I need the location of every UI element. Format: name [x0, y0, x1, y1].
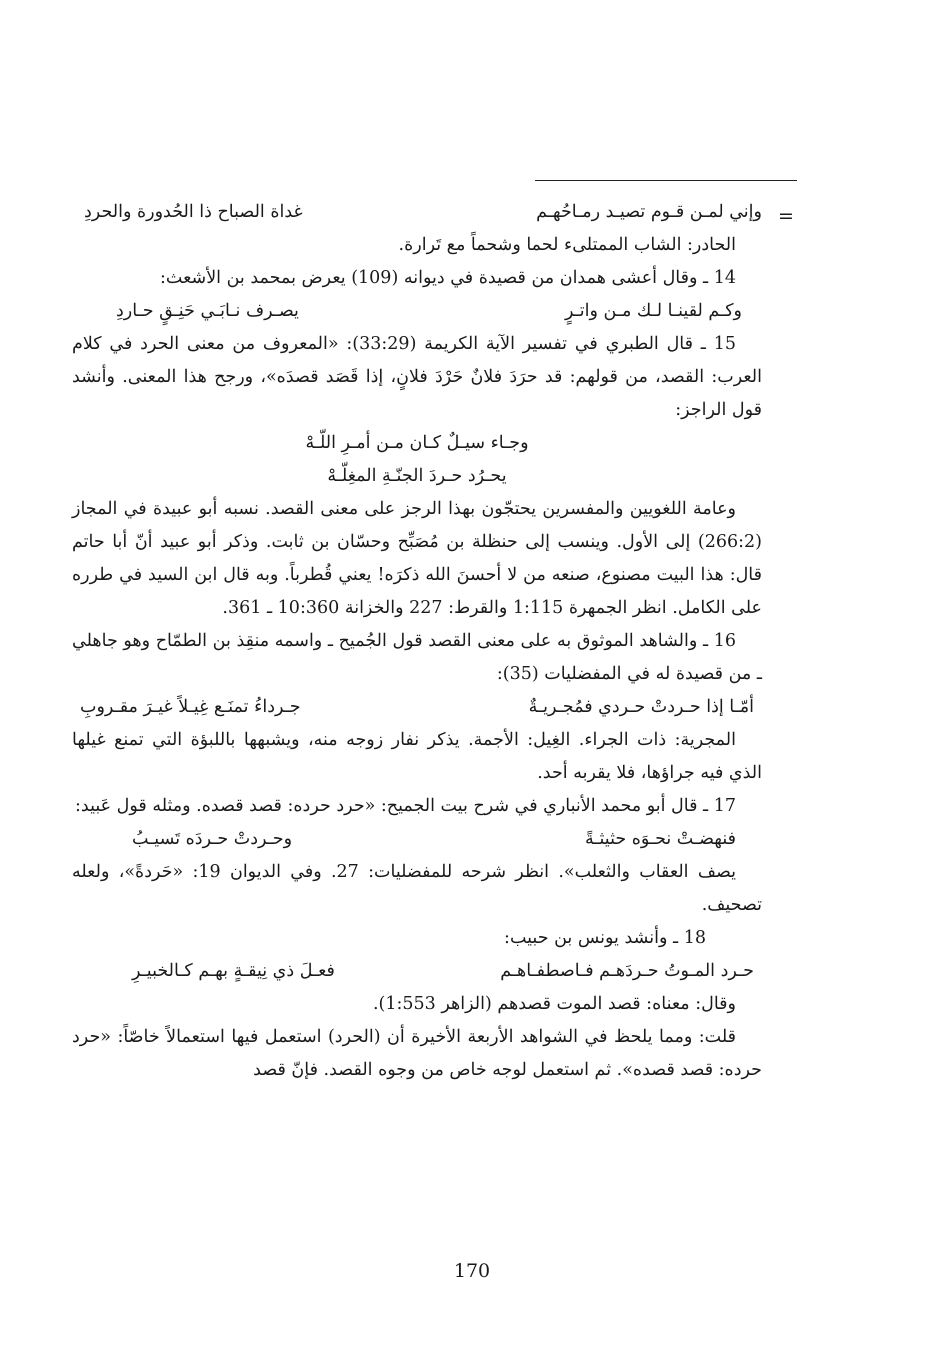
paragraph-commentary: قلت: ومما يلحظ في الشواهد الأربعة الأخيرة أن (الحرد) استعمل فيها استعمالاً خاصّاً: «حرد حرده: قصد قصده». ثم استعمل لوجه خاص من وجوه القصد. فإنّ قصد: [72, 1027, 762, 1080]
page-number: 170: [453, 1260, 491, 1282]
footnote-separator-rule: [535, 180, 797, 181]
paragraph-15-continued: وعامة اللغويين والمفسرين يحتجّون بهذا الرجز على معنى القصد. نسبه أبو عبيدة في المجاز (266:2) إلى الأول. وينسب إلى حنظلة بن مُصَبِّح وحسّان بن ثابت. وذكر أبو عبيد أنّ أبا حاتم قال: هذا البيت مصنوع، صنعه من لا أحسنَ الله ذكرَه! يعني قُطرباً. وبه قال ابن السيد في طرره على الكامل. انظر الجمهرة 1:115 والقرط: 227 والخزانة 10:360 ـ 361.: [72, 499, 762, 618]
verse-line: [72, 823, 762, 856]
verse-hemistich-second: وحـردتْ حـردَه تَسيـبُ: [132, 829, 293, 849]
footnote-continuation-mark: =: [778, 205, 794, 227]
gloss-paragraph: المجرية: ذات الجراء. الغِيل: الأجمة. يذكر نفار زوجه منه، ويشبهها باللبؤة التي تمنع غيلها الذي فيه جراؤها، فلا يقربه أحد.: [72, 730, 762, 783]
paragraph-17: 17 ـ قال أبو محمد الأنباري في شرح بيت الجميح: «حرد حرده: قصد قصده. ومثله قول عَبيد:: [74, 796, 736, 816]
rajaz-line-2: يحـرُد حـردَ الجنّـةِ المغِلّـهْ: [327, 466, 507, 486]
paragraph-16: 16 ـ والشاهد الموثوق به على معنى القصد قول الجُميح ـ واسمه منقِذ بن الطمّاح وهو جاهلي ـ من قصيدة له في المفضليات (35):: [72, 631, 762, 684]
verse-line: [72, 196, 762, 229]
verse-hemistich-first: حـرد المـوتُ حـردَهـم فـاصطفـاهـم: [500, 961, 754, 981]
verse-line: [72, 691, 762, 724]
verse-hemistich-second: فعـلَ ذي نِيقـةٍ بهـم كـالخبيـرِ: [132, 961, 335, 981]
verse-line: [72, 955, 762, 988]
verse-line: [72, 295, 762, 328]
verse-hemistich-first: وإني لمـن قـوم تصيـد رمـاحُهـم: [536, 202, 762, 222]
paragraph-17-continued: يصف العقاب والثعلب». انظر شرحه للمفضليات: 27. وفي الديوان 19: «حَردةً»، ولعله تصحيف.: [72, 862, 762, 915]
rajaz-line-1: وجـاء سيـلٌ كـان مـن أمـرِ اللّـهْ: [305, 433, 529, 453]
verse-hemistich-first: فنهضـتْ نحـوَه حثيثـةً: [585, 829, 736, 849]
verse-hemistich-second: غداة الصباح ذا الحُدورة والحردِ: [84, 202, 303, 222]
verse-hemistich-second: يصـرف نـابَـي حَنِـقٍ حـاردِ: [116, 301, 299, 321]
footnote-text-block: [72, 196, 762, 1087]
gloss-line: الحادر: الشاب الممتلىء لحما وشحماً مع تَرارة.: [398, 235, 736, 255]
verse-hemistich-first: وكـم لقينـا لـك مـن واتـرٍ: [564, 301, 742, 321]
gloss-line: وقال: معناه: قصد الموت قصدهم (الزاهر 1:553).: [372, 994, 736, 1014]
paragraph-18: 18 ـ وأنشد يونس بن حبيب:: [504, 928, 706, 948]
paragraph-14: 14 ـ وقال أعشى همدان من قصيدة في ديوانه (109) يعرض بمحمد بن الأشعث:: [160, 268, 736, 288]
verse-hemistich-first: أمّـا إذا حـردتْ حـردي فمُجـريـةٌ: [528, 697, 754, 717]
paragraph-15: 15 ـ قال الطبري في تفسير الآية الكريمة (33:29): «المعروف من معنى الحرد في كلام العرب: القصد، من قولهم: قد حرَدَ فلانٌ حَرْدَ فلانٍ، إذا قَصَد قصدَه»، ورجح هذا المعنى. وأنشد قول الراجز:: [72, 334, 762, 420]
verse-hemistich-second: جـرداءُ تمنَـع غِيـلاً غيـرَ مقـروبِ: [80, 697, 301, 717]
